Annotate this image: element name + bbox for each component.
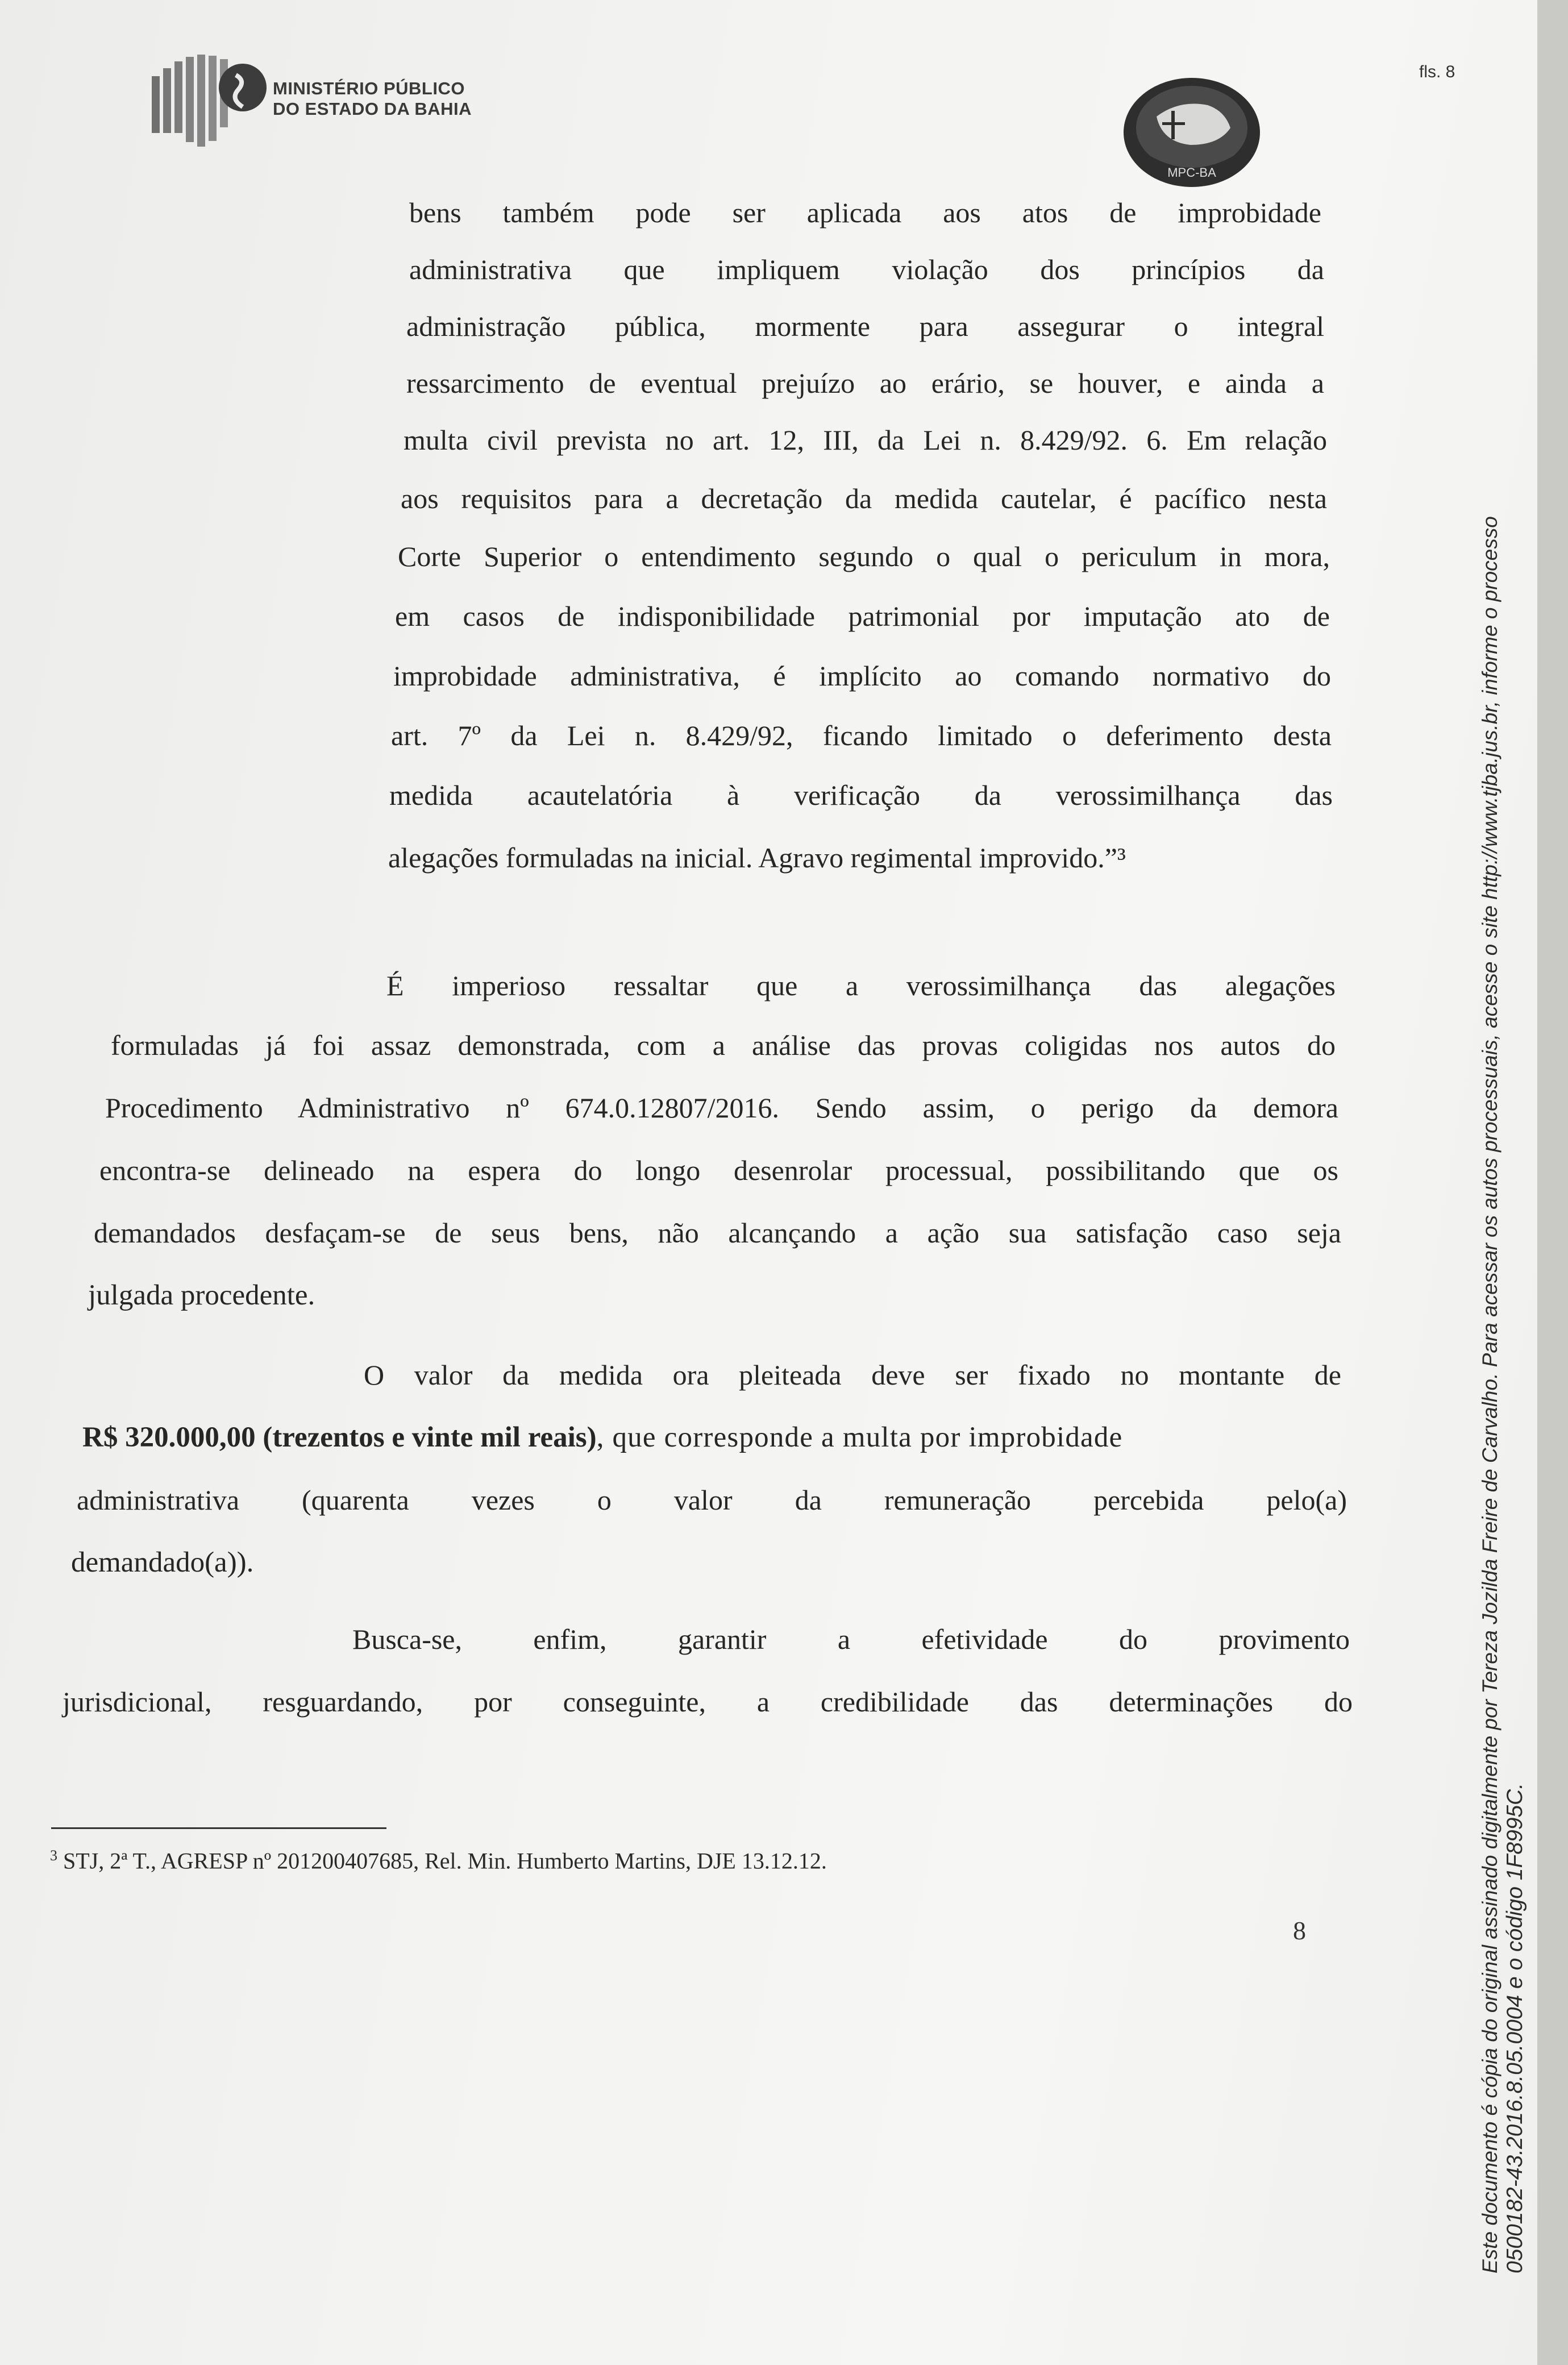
quote-line: ressarcimento de eventual prejuízo ao erário, se houver, e ainda a (406, 367, 1324, 399)
quote-line: medida acautelatória à verificação da verossimilhança das (389, 779, 1333, 811)
paragraph-line: Procedimento Administrativo nº 674.0.12807/2016. Sendo assim, o perigo da demora (105, 1092, 1338, 1124)
quote-line: bens também pode ser aplicada aos atos de improbidade (409, 197, 1321, 228)
paragraph-line: Busca-se, enfim, garantir a efetividade do provimento (352, 1623, 1350, 1655)
paragraph-line: formuladas já foi assaz demonstrada, com a análise das provas coligidas nos autos do (111, 1029, 1336, 1061)
folio-label: fls. 8 (1419, 63, 1455, 81)
quote-line: aos requisitos para a decretação da medida cautelar, é pacífico nesta (401, 483, 1327, 514)
quote-line: administrativa que impliquem violação dos princípios da (409, 253, 1324, 285)
organization-line-1: MINISTÉRIO PÚBLICO (273, 78, 465, 98)
footnote-text: STJ, 2ª T., AGRESP nº 201200407685, Rel. Min. Humberto Martins, DJE 13.12.12. (63, 1848, 827, 1874)
seal-label: MPC-BA (1167, 165, 1216, 180)
footnote-divider (51, 1827, 386, 1829)
amount-value: R$ 320.000,00 (trezentos e vinte mil reais) (82, 1422, 597, 1453)
paragraph-line: encontra-se delineado na espera do longo desenrolar processual, possibilitando que os (99, 1154, 1338, 1186)
page-edge (1537, 0, 1568, 2365)
quote-line: alegações formuladas na inicial. Agravo regimental improvido.”³ (388, 842, 1126, 874)
paragraph-line: demandados desfaçam-se de seus bens, não alcançando a ação sua satisfação caso seja (94, 1217, 1341, 1249)
quote-line: administração pública, mormente para assegurar o integral (406, 310, 1324, 342)
quote-line: improbidade administrativa, é implícito ao comando normativo do (393, 660, 1331, 692)
signature-line-2: 0500182-43.2016.8.05.0004 e o código 1F8995C. (1503, 1782, 1527, 2273)
signature-line-1: Este documento é cópia do original assinado digitalmente por Tereza Jozilda Freire de Carvalho. Para acessar os autos processuais, acesse o site http://www.tjba.jus.br, informe o processo (1478, 516, 1502, 2273)
paragraph-line (82, 1421, 1344, 1454)
digital-signature-stamp (1478, 516, 1528, 2273)
quote-line: Corte Superior o entendimento segundo o qual o periculum in mora, (398, 541, 1330, 572)
footnote-marker: 3 (50, 1847, 57, 1864)
quote-line: multa civil prevista no art. 12, III, da Lei n. 8.429/92. 6. Em relação (404, 424, 1327, 456)
footnote (50, 1847, 827, 1874)
paragraph-line: É imperioso ressaltar que a verossimilhança das alegações (386, 970, 1336, 1001)
paragraph-line: julgada procedente. (88, 1279, 315, 1311)
page-number: 8 (1293, 1916, 1306, 1945)
paragraph-line: jurisdicional, resguardando, por conseguinte, a credibilidade das determinações do (63, 1686, 1353, 1718)
paragraph-line: O valor da medida ora pleiteada deve ser fixado no montante de (364, 1359, 1341, 1391)
paragraph-line: administrativa (quarenta vezes o valor da remuneração percebida pelo(a) (77, 1484, 1347, 1516)
organization-line-2: DO ESTADO DA BAHIA (273, 99, 472, 119)
amount-continuation: , que corresponde a multa por improbidade (596, 1422, 1123, 1453)
quote-line: art. 7º da Lei n. 8.429/92, ficando limitado o deferimento desta (391, 720, 1332, 751)
paragraph-line: demandado(a)). (71, 1547, 254, 1578)
quote-line: em casos de indisponibilidade patrimonial por imputação ato de (395, 600, 1330, 632)
